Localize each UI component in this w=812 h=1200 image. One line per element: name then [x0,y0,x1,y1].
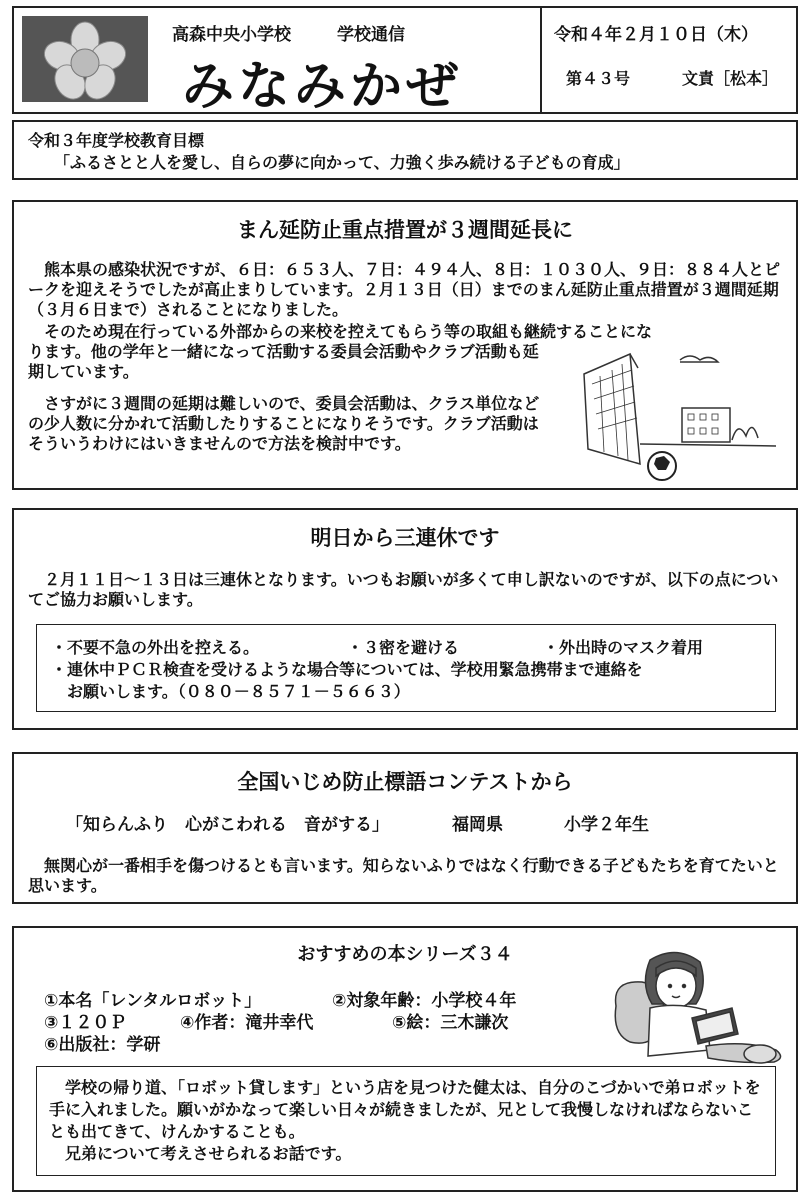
girl-reading-illustration [610,946,790,1064]
request-item-continued: お願いします。（０８０－８５７１－５６６３） [67,682,410,701]
paragraph: そのため現在行っている外部からの来校を控えてもらう等の取組も継続することにな [28,322,653,341]
book-info-item: ①本名「レンタルロボット」 [44,991,262,1011]
slogan-prefecture: 福岡県 [452,815,503,835]
book-info-item: ④作者：滝井幸代 [180,1013,314,1033]
book-summary: 学校の帰り道、「ロボット貸します」という店を見つけた健太は、自分のこづかいで弟ロボットを手に入れました。願いがかなって楽しい日々が続きましたが、兄として我慢しなければならないことも出てきて、けんかすることも。 兄弟について考えさせられるお話です。 [49,1078,761,1163]
goal-text: 「ふるさとと人を愛し、自らの夢に向かって、力強く歩み続ける子どもの育成」 [54,153,630,172]
emergency-measures-section [12,200,798,490]
section-title: 明日から三連休です [310,526,500,550]
slogan: 「知らんふり 心がこわれる 音がする」 [66,815,389,835]
section-title: まん延防止重点措置が３週間延長に [237,218,573,242]
newsletter-series: 学校通信 [337,25,405,45]
request-item: ・連休中ＰＣＲ検査を受けるような場合等については、学校用緊急携帯まで連絡を [51,660,643,679]
book-info-item: ⑤絵：三木謙次 [392,1013,509,1033]
three-day-holiday-section [12,508,798,730]
section-title: おすすめの本シリーズ３４ [297,944,513,965]
section-title: 全国いじめ防止標語コンテストから [237,770,573,794]
paragraph: ります。他の学年と一緒になって活動する委員会活動やクラブ活動も延期しています。 [28,342,539,381]
paragraph: ２月１１日～１３日は三連休となります。いつもお願いが多くて申し訳ないのですが、以下の点についてご協力お願いします。 [28,570,779,609]
book-info-item: ②対象年齢：小学校４年 [332,991,517,1011]
request-item: ・３密を避ける [347,638,460,657]
soccer-goal-illustration [580,344,780,484]
paragraph: 無関心が一番相手を傷つけるとも言います。知らないふりではなく行動できる子どもたちを育てたいと思います。 [28,856,779,895]
paragraph: さすがに３週間の延期は難しいので、委員会活動は、クラス単位などの少人数に分かれて活動したりすることになりそうです。クラブ活動はそういうわけにはいきませんので方法を検討中です。 [28,394,540,453]
newsletter-header [12,6,798,117]
education-goal-box [12,120,798,180]
slogan-grade: 小学２年生 [564,815,649,835]
newsletter-title: みなみかぜ [182,57,463,117]
book-info-item: ③１２０Ｐ [44,1013,127,1033]
issue-number: 第４３号 [566,69,631,88]
header-divider [540,8,542,112]
book-info-item: ⑥出版社：学研 [44,1035,161,1055]
book-recommendation-section [12,926,798,1192]
paragraph: 熊本県の感染状況ですが、６日：６５３人、７日：４９４人、８日：１０３０人、９日：８８４人とピークを迎えそうでしたが高止まりしています。２月１３日（日）までのまん延防止重点措置が３週間延期（３月６日まで）されることになりました。 [28,260,781,319]
request-item: ・不要不急の外出を控える。 [51,638,260,657]
school-name: 高森中央小学校 [172,25,291,45]
editor-credit: 文責［松本］ [682,69,779,88]
book-summary-box [36,1066,776,1176]
cherry-blossom-icon [40,20,130,100]
anti-bullying-section [12,752,798,904]
school-logo [22,16,148,102]
request-list-box [36,624,776,712]
request-item: ・外出時のマスク着用 [543,638,704,657]
issue-date: 令和４年２月１０日（木） [554,25,758,45]
goal-title: 令和３年度学校教育目標 [28,131,205,150]
